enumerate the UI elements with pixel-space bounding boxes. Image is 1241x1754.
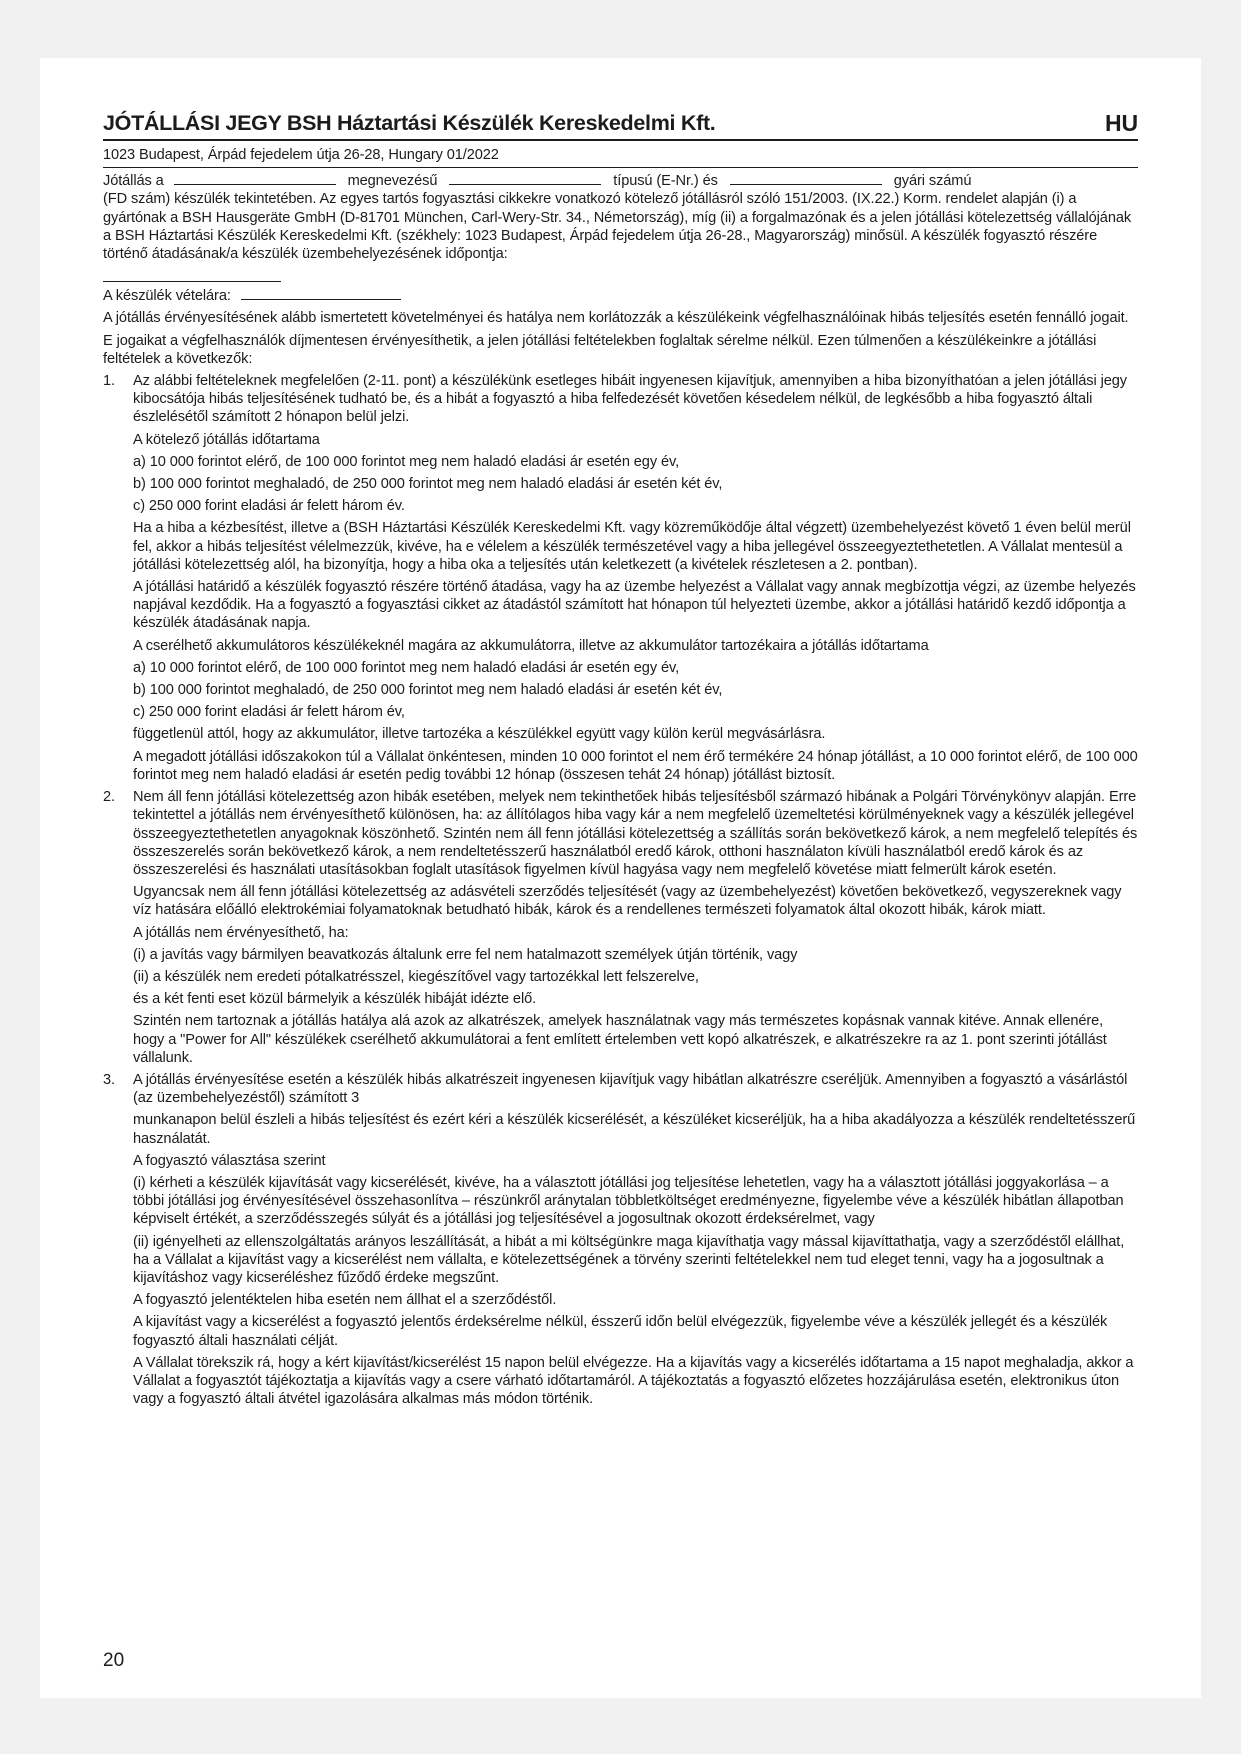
paragraph: A kijavítást vagy a kicserélést a fogyasztó jelentős érdeksérelme nélkül, ésszerű időn belül elvégezzük, figyelembe véve a készülék jellegét és a készülék fogyasztó általi használati célját. (133, 1314, 1108, 1349)
paragraph: c) 250 000 forint eladási ár felett három év, (133, 704, 405, 721)
intro-text: (FD szám) készülék tekintetében. Az egyes tartós fogyasztási cikkekre vonatkozó kötelező jótállásról szóló 151/2003. (IX.22.) Korm. rendelet alapján (i) a gyártónak a BSH Hausgeräte GmbH (D-81701 München, Carl-Wery-Str. 34., Németország), míg (ii) a forgalmazónak és a jelen jótállási kötelezettség vállalójának a BSH Háztartási Készülék Kereskedelmi Kft. (székhely: 1023 Budapest, Árpád fejedelem útja 26-28., Magyarország) minősül. A készülék fogyasztó részére történő átadásának/a készülék üzembehelyezésének időpontja: (103, 191, 1132, 263)
paragraph: (ii) a készülék nem eredeti pótalkatrésszel, kiegészítővel vagy tartozékkal lett felszerelve, (133, 968, 699, 985)
document-title: JÓTÁLLÁSI JEGY BSH Háztartási Készülék Kereskedelmi Kft. (103, 111, 716, 135)
paragraph: A Vállalat törekszik rá, hogy a kért kijavítást/kicserélést 15 napon belül elvégezze. Ha a kijavítás vagy a kicserélés időtartama a 15 napot meghaladja, akkor a Vállalat a fogyasztót tájékoztatja a kijavítás vagy a csere várható időtartamáról. A tájékoztatás a fogyasztó előzetes hozzájárulása esetén, elektronikus úton vagy a fogyasztó általi átvétel igazolására alkalmas más módon történik. (133, 1354, 1134, 1408)
paragraph: A cserélhető akkumulátoros készülékeknél magára az akkumulátorra, illetve az akkumulátor tartozékaira a jótállás időtartama (133, 637, 929, 654)
device-name-field[interactable] (174, 171, 336, 185)
handover-date-field[interactable] (103, 267, 281, 282)
intro-paragraph: A jótállás érvényesítésének alább ismertetett követelményei és hatálya nem korlátozzák a készülékeink végfelhasználóinak hibás teljesítés esetén fennálló jogait. (103, 310, 1129, 327)
paragraph: A fogyasztó választása szerint (133, 1152, 326, 1169)
section-3: 3. A jótállás érvényesítése esetén a készülék hibás alkatrészeit ingyenesen kijavítjuk vagy hibátlan alkatrészre cseréljük. Amennyiben a fogyasztó a vásárlástól (az üzembehelyezéstől) számított 3 (103, 1071, 1128, 1107)
paragraph: munkanapon belül észleli a hibás teljesítést és ezért kéri a készülék kicserélését, a készüléket kicseréljük, ha a hiba akadályozza a készülék rendeltetésszerű használatát. (133, 1112, 1136, 1147)
paragraph: A jótállás nem érvényesíthető, ha: (133, 924, 349, 941)
paragraph: a) 10 000 forintot elérő, de 100 000 forintot meg nem haladó eladási ár esetén egy év, (133, 659, 680, 676)
paragraph: függetlenül attól, hogy az akkumulátor, illetve tartozéka a készülékkel együtt vagy külön kerül megvásárlásra. (133, 726, 826, 743)
paragraph: A fogyasztó jelentéktelen hiba esetén nem állhat el a szerződéstől. (133, 1292, 557, 1309)
price-row (103, 286, 1138, 305)
section-number: 1. (103, 373, 115, 390)
paragraph: (ii) igényelheti az ellenszolgáltatás arányos leszállítását, a hibát a mi költségünkre maga kijavíthatja vagy mással kijavíttathatja, vagy a szerződéstől elállhat, ha a Vállalat a kijavítást vagy a kicserélést nem vállalta, e kötelezettségének a törvény szerinti feltételekkel nem tud eleget tenni, vagy ha a jogosultnak a kijavításhoz vagy kicseréléshez fűződő érdeke megszűnt. (133, 1233, 1125, 1286)
price-field[interactable] (241, 286, 401, 300)
intro-paragraph: E jogaikat a végfelhasználók díjmentesen érvényesíthetik, a jelen jótállási feltételekben foglaltak sérelme nélkül. Ezen túlmenően a készülékeinkre a jótállási feltételek a következők: (103, 332, 1097, 367)
document-page (40, 58, 1201, 1698)
paragraph: a) 10 000 forintot elérő, de 100 000 forintot meg nem haladó eladási ár esetén egy év, (133, 453, 680, 470)
document-header (103, 110, 1138, 141)
paragraph: c) 250 000 forint eladási ár felett három év. (133, 498, 405, 515)
paragraph: (i) a javítás vagy bármilyen beavatkozás általunk erre fel nem hatalmazott személyek útján történik, vagy (133, 946, 798, 963)
paragraph: b) 100 000 forintot meghaladó, de 250 000 forintot meg nem haladó eladási ár esetén két év, (133, 476, 723, 493)
section-2: 2. Nem áll fenn jótállási kötelezettség azon hibák esetében, melyek nem tekinthetőek hibás teljesítésből származó hibának a Polgári Törvénykönyv alapján. Erre tekintettel a jótállás nem érvényesíthető különösen, ha: az állítólagos hiba vagy kár a nem megfelelő üzemeltetési körülményeknek vagy a készülék jellegével összeegyeztethetetlen anyagoknak köszönhető. Szintén nem áll fenn jótállási kötelezettség a szállítás során bekövetkező károk, a nem megfelelő telepítés és összeszerelés során bekövetkező károk, a nem rendeltetésszerű használatból eredő károk, otthoni használaton kívüli használatból eredő károk és az összeszerelési és használati utasításokban foglalt utasítások figyelmen kívül hagyása vagy nem megfelelő követése miatt felmerült károk esetén. (103, 789, 1138, 878)
paragraph: és a két fenti eset közül bármelyik a készülék hibáját idézte elő. (133, 991, 537, 1008)
paragraph: A megadott jótállási időszakokon túl a Vállalat önkéntesen, minden 10 000 forintot el nem érő termékére 24 hónap jótállást, a 10 000 forintot elérő, de 100 000 forintot meg nem haladó eladási ár esetén pedig további 12 hónap (összesen tehát 24 hónap) jótállást biztosít. (133, 748, 1138, 783)
language-code: HU (1104, 110, 1138, 136)
document-content (103, 110, 1138, 1412)
paragraph: Szintén nem tartoznak a jótállás hatálya alá azok az alkatrészek, amelyek használatnak vagy más természetes kopásnak vannak kitéve. Annak ellenére, hogy a "Power for All" készülékek cserélhető akkumulátorai a fent említett értelemben vett kopó alkatrészek, e alkatrészekre ra az 1. pont szerinti jótállást vállalunk. (133, 1013, 1107, 1066)
paragraph: A kötelező jótállás időtartama (133, 431, 320, 448)
serial-number-field[interactable] (730, 171, 882, 185)
fill-in-row: Jótállás a megnevezésű típusú (E-Nr.) és gyári számú (103, 173, 972, 190)
page-number: 20 (103, 1650, 125, 1671)
section-number: 3. (103, 1071, 115, 1088)
paragraph: b) 100 000 forintot meghaladó, de 250 000 forintot meg nem haladó eladási ár esetén két év, (133, 682, 723, 699)
paragraph: Ugyancsak nem áll fenn jótállási kötelezettség az adásvételi szerződés teljesítését (vagy az üzembehelyezést) követően bekövetkező, vegyszereknek vagy víz hatására előálló elektrokémiai folyamatoknak betudható hibák, károk és a rendellenes természeti folyamatok által okozott hibák, károk miatt. (133, 884, 1122, 919)
section-1: 1. Az alábbi feltételeknek megfelelően (2-11. pont) a készülékünk esetleges hibáit ingyenesen kijavítjuk, amennyiben a hiba bizonyíthatóan a jelen jótállási jegy kibocsátója hibás teljesítésének tudható be, és a hibát a fogyasztó a hiba felfedezését követően késedelem nélkül, de legkésőbb a hiba fogyasztó általi észlelésétől számított 2 hónapon belül jelzi. (103, 373, 1127, 426)
company-address: 1023 Budapest, Árpád fejedelem útja 26-28, Hungary 01/2022 (103, 141, 1138, 168)
device-type-field[interactable] (449, 171, 601, 185)
paragraph: A jótállási határidő a készülék fogyasztó részére történő átadása, vagy ha az üzembe helyezést a Vállalat vagy annak megbízottja végzi, az üzembe helyezés napjával kezdődik. Ha a fogyasztó a fogyasztási cikket az átadástól számított hat hónapon túl helyezteti üzembe, akkor a jótállási határidő kezdő időpontja a készülék átadásának napja. (133, 579, 1136, 632)
paragraph: (i) kérheti a készülék kijavítását vagy kicserélését, kivéve, ha a választott jótállási jog teljesítése lehetetlen, vagy ha a választott jótállási joggyakorlása – a többi jótállási jog érvényesítésével összehasonlítva – részünkről aránytalan többletköltséget eredményezne, figyelembe véve a készülék hibátlan állapotban képviselt értékét, a szerződésszegés súlyát és a jótállási jog teljesítésével a jogosultnak okozott érdeksérelmet, vagy (133, 1174, 1124, 1228)
price-label: A készülék vételára: (103, 288, 231, 305)
paragraph: Ha a hiba a kézbesítést, illetve a (BSH Háztartási Készülék Kereskedelmi Kft. vagy közreműködője által végzett) üzembehelyezést követő 1 éven belül merül fel, akkor a hibás teljesítést vélelmezzük, kivéve, ha e vélelem a készülék természetével vagy a hiba jellegével összeegyeztethetetlen. A Vállalat mentesül a jótállási kötelezettség alól, ha bizonyítja, hogy a hiba oka a teljesítés után keletkezett (a kivételek részletesen a 2. pontban). (133, 520, 1131, 573)
section-number: 2. (103, 789, 115, 806)
